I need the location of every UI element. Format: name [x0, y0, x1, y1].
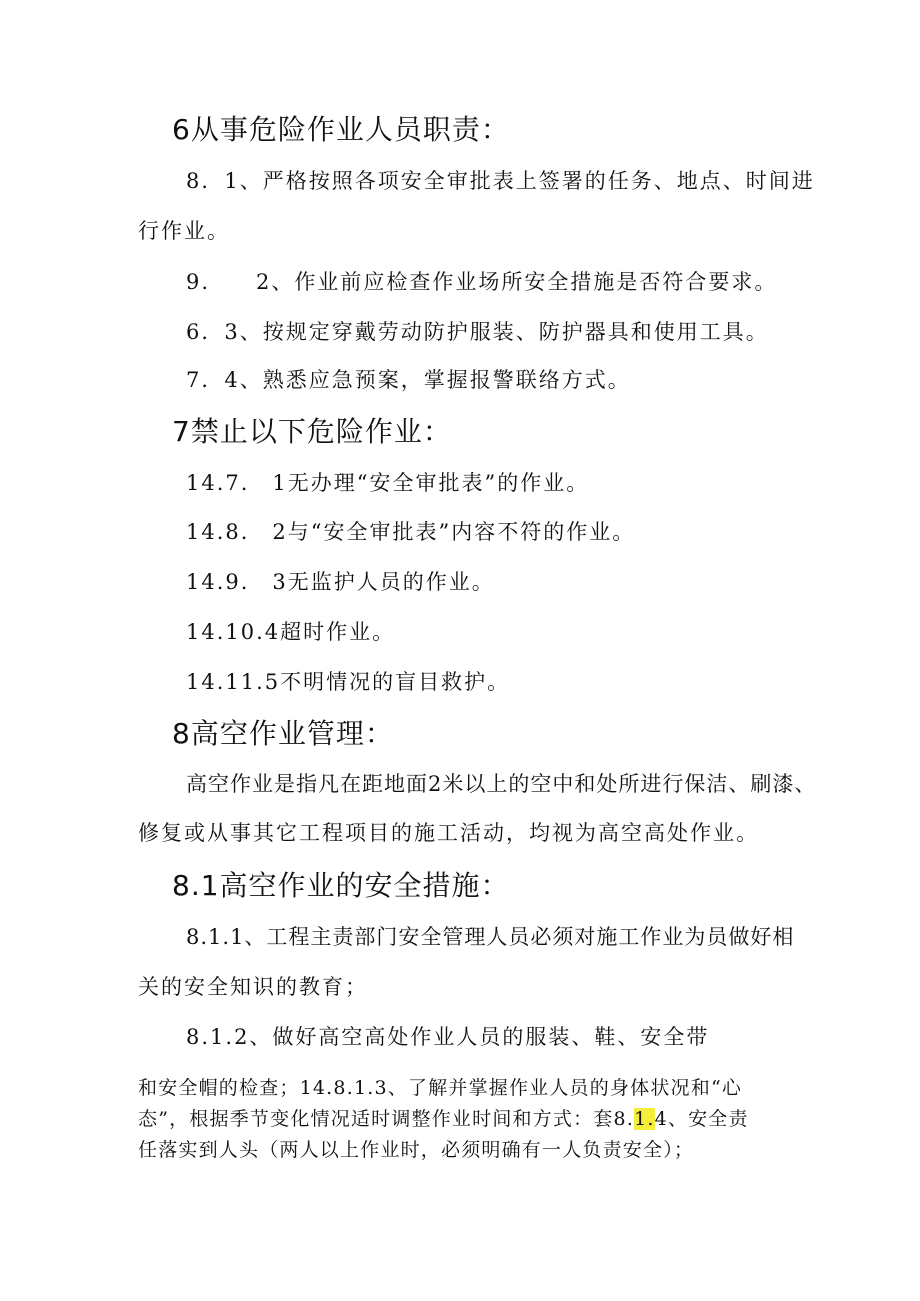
dense-line-2-text: 态”，根据季节变化情况适时调整作业时间和方式： [138, 1108, 594, 1130]
highlighted-text: 1. [634, 1108, 655, 1130]
section-7-item-1: 14.7. 1无办理“安全审批表”的作业。 [186, 471, 590, 495]
section-7-item-4: 14.10.4超时作业。 [186, 620, 396, 644]
dense-line-2-tail: 4、安全责 [654, 1108, 749, 1130]
section-7-item-5: 14.11.5不明情况的盲目救护。 [186, 670, 511, 694]
section-8-1-dense-line-3: 任落实到人头（两人以上作业时，必须明确有一人负责安全）； [138, 1139, 695, 1161]
section-8-1-heading: 8.1高空作业的安全措施： [172, 869, 510, 902]
section-8-1-dense-line-2 [138, 1104, 749, 1134]
section-7-item-3: 14.9. 3无监护人员的作业。 [186, 570, 495, 594]
section-6-item-1: 8．1、严格按照各项安全审批表上签署的任务、地点、时间进 [186, 169, 815, 193]
section-6-item-2: 9. 2、作业前应检查作业场所安全措施是否符合要求。 [186, 270, 778, 294]
section-8-heading: 8高空作业管理： [172, 717, 394, 750]
section-6-item-1-cont: 行作业。 [138, 219, 230, 243]
section-6-item-3: 6．3、按规定穿戴劳动防护服装、防护器具和使用工具。 [186, 320, 769, 344]
section-7-heading: 7禁止以下危险作业： [172, 415, 452, 448]
section-8-1-dense-line-1: 和安全帽的检查；14.8.1.3、了解并掌握作业人员的身体状况和“心 [138, 1077, 743, 1099]
section-6-item-4: 7．4、熟悉应急预案，掌握报警联络方式。 [186, 368, 631, 392]
section-8-1-item-1-cont: 关的安全知识的教育； [138, 975, 368, 999]
dense-line-2-mark: 套8. [593, 1108, 635, 1130]
section-8-paragraph-line-2: 修复或从事其它工程项目的施工活动，均视为高空高处作业。 [138, 821, 759, 845]
section-7-item-2: 14.8. 2与“安全审批表”内容不符的作业。 [186, 520, 636, 544]
section-6-heading: 6从事危险作业人员职责： [172, 113, 510, 146]
section-8-paragraph-line-1: 高空作业是指凡在距地面2米以上的空中和处所进行保洁、刷漆、 [186, 772, 817, 796]
section-8-1-item-1: 8.1.1、工程主责部门安全管理人员必须对施工作业为员做好相 [186, 925, 795, 949]
section-8-1-item-2: 8.1.2、做好高空高处作业人员的服装、鞋、安全带 [186, 1025, 710, 1049]
